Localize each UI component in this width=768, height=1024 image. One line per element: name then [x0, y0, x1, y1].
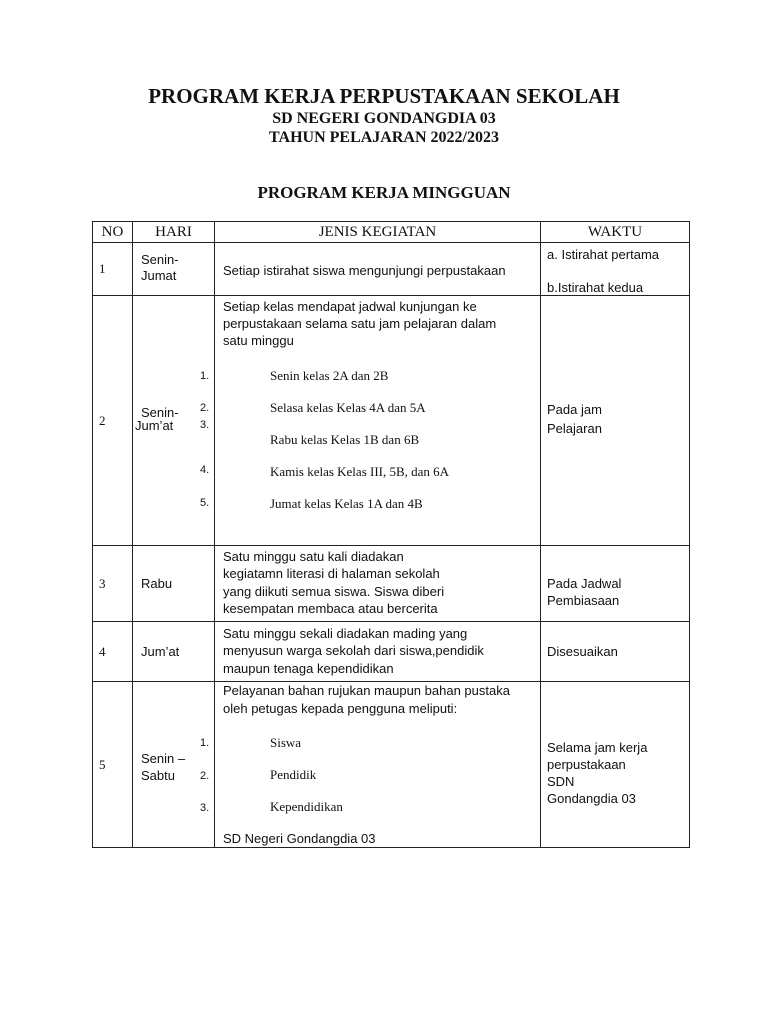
list-number: 1.: [200, 737, 210, 749]
activity-line: perpustakaan selama satu jam pelajaran dalam: [223, 316, 497, 331]
row-activity: [215, 546, 541, 622]
table-row: [93, 296, 690, 546]
school-name: SD NEGERI GONDANGDIA 03: [272, 110, 496, 127]
list-item: Siswa: [270, 735, 302, 750]
table-row: [93, 546, 690, 622]
document-title: PROGRAM KERJA PERPUSTAKAAN SEKOLAH: [148, 84, 620, 108]
activity-line: Satu minggu sekali diadakan mading yang: [223, 626, 468, 641]
list-number: 2.: [200, 770, 210, 782]
day-line: Jumat: [141, 268, 177, 283]
list-number: 3.: [200, 802, 210, 814]
time-line: Gondangdia 03: [547, 791, 636, 806]
activity-line: Setiap kelas mendapat jadwal kunjungan ke: [223, 299, 477, 314]
table-header-row: [93, 222, 690, 243]
list-item: Pendidik: [270, 767, 317, 782]
table-row: [93, 243, 690, 296]
time-line: a. Istirahat pertama: [547, 247, 659, 262]
day-text: Jum’at: [141, 644, 180, 659]
row-day: [133, 682, 215, 848]
list-item: Kependidikan: [270, 799, 343, 814]
row-day: [133, 243, 215, 296]
time-line: SDN: [547, 774, 575, 789]
list-number: 3.: [200, 419, 210, 431]
list-item: Selasa kelas Kelas 4A dan 5A: [270, 400, 426, 415]
row-time: [541, 243, 690, 296]
day-line: Senin-: [141, 405, 179, 420]
row-activity: [215, 622, 541, 682]
row-time: [541, 622, 690, 682]
time-line: Pelajaran: [547, 421, 602, 436]
day-line: Senin –: [141, 751, 186, 766]
time-line: Pada Jadwal: [547, 576, 622, 591]
row-activity: [215, 243, 541, 296]
day-text: Rabu: [141, 576, 173, 591]
school-year: TAHUN PELAJARAN 2022/2023: [269, 129, 499, 146]
day-line: Sabtu: [141, 768, 175, 783]
activity-line: Satu minggu satu kali diadakan: [223, 549, 404, 564]
time-line: Pada jam: [547, 402, 602, 417]
header-time: WAKTU: [541, 222, 690, 243]
activity-line: yang diikuti semua siswa. Siswa diberi: [223, 584, 445, 599]
table-row: [93, 682, 690, 848]
work-program-table: [92, 221, 690, 848]
row-number: 2: [93, 296, 133, 546]
row-day: [133, 546, 215, 622]
activity-line: oleh petugas kepada pengguna meliputi:: [223, 701, 458, 716]
day-line: Senin-: [141, 252, 179, 267]
header-activity: JENIS KEGIATAN: [215, 222, 541, 243]
row-number: 3: [93, 546, 133, 622]
header-day: HARI: [133, 222, 215, 243]
day-line: Jum’at: [135, 418, 174, 433]
list-item: Kamis kelas Kelas III, 5B, dan 6A: [270, 464, 450, 479]
row-number: 1: [93, 243, 133, 296]
list-number: 5.: [200, 497, 210, 509]
activity-line: maupun tenaga kependidikan: [223, 661, 394, 676]
activity-line: Pelayanan bahan rujukan maupun bahan pustaka: [223, 683, 510, 698]
row-activity: [215, 682, 541, 848]
row-number: 5: [93, 682, 133, 848]
header-no: NO: [93, 222, 133, 243]
row-activity: [215, 296, 541, 546]
time-text: Disesuaikan: [547, 644, 618, 659]
list-number: 1.: [200, 370, 210, 382]
time-line: Pembiasaan: [547, 593, 620, 608]
list-number: 4.: [200, 464, 210, 476]
row-day: [133, 622, 215, 682]
row-number: 4: [93, 622, 133, 682]
activity-line: kegiatamn literasi di halaman sekolah: [223, 566, 440, 581]
row-day: [133, 296, 215, 546]
activity-line: kesempatan membaca atau bercerita: [223, 601, 438, 616]
row-time: [541, 682, 690, 848]
table-row: [93, 622, 690, 682]
list-item: Senin kelas 2A dan 2B: [270, 368, 389, 383]
time-line: Selama jam kerja: [547, 740, 648, 755]
list-item: Rabu kelas Kelas 1B dan 6B: [270, 432, 420, 447]
section-title: PROGRAM KERJA MINGGUAN: [257, 183, 511, 202]
activity-footer: SD Negeri Gondangdia 03: [223, 831, 376, 846]
time-line: perpustakaan: [547, 757, 626, 772]
activity-text: Setiap istirahat siswa mengunjungi perpustakaan: [223, 263, 506, 278]
row-time: [541, 296, 690, 546]
list-item: Jumat kelas Kelas 1A dan 4B: [270, 496, 423, 511]
activity-line: satu minggu: [223, 333, 294, 348]
row-time: [541, 546, 690, 622]
list-number: 2.: [200, 402, 210, 414]
time-line: b.Istirahat kedua: [547, 280, 644, 295]
activity-line: menyusun warga sekolah dari siswa,pendidik: [223, 643, 484, 658]
